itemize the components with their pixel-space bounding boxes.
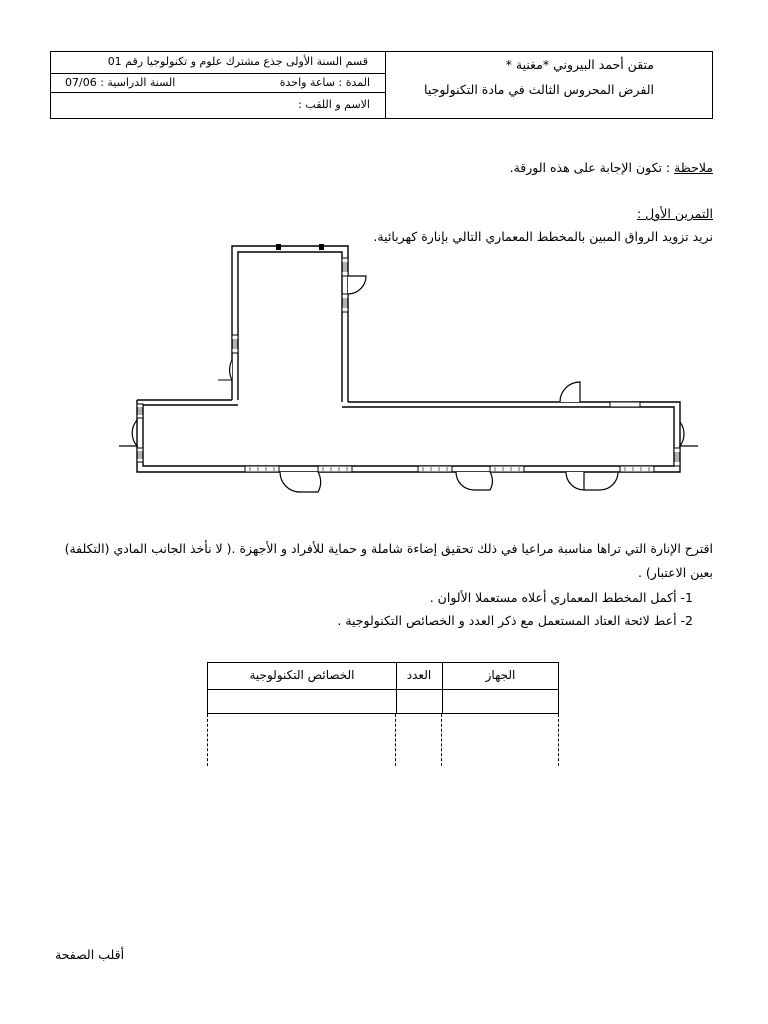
note-label: ملاحظة bbox=[674, 160, 713, 175]
note-line bbox=[510, 160, 713, 175]
column-mark bbox=[319, 244, 324, 250]
door bbox=[348, 276, 366, 294]
wall bbox=[232, 246, 348, 402]
door bbox=[560, 382, 580, 402]
instruction-item-1: 1- أكمل المخطط المعماري أعلاه مستعملا الألوان . bbox=[429, 590, 693, 605]
duration: المدة : ساعة واحدة bbox=[279, 76, 370, 89]
exercise-intro: نريد تزويد الرواق المبين بالمخطط المعماري التالي بإنارة كهربائية. bbox=[373, 229, 713, 244]
table-dashed-line bbox=[441, 714, 442, 766]
table-header-device: الجهاز bbox=[485, 668, 516, 682]
column-mark bbox=[276, 244, 281, 250]
header-divider bbox=[385, 52, 386, 118]
wall bbox=[143, 405, 674, 466]
header-rule bbox=[51, 73, 385, 74]
note-text: : تكون الإجابة على هذه الورقة. bbox=[509, 160, 671, 175]
door bbox=[680, 422, 698, 446]
instruction-item-2: 2- أعط لائحة العتاد المستعمل مع ذكر العدد و الخصائص التكنولوجية . bbox=[337, 613, 693, 628]
table-dashed-line bbox=[558, 714, 559, 766]
exercise-title: التمرين الأول : bbox=[636, 206, 713, 221]
exam-title: الفرض المحروس الثالث في مادة التكنولوجيا bbox=[424, 82, 654, 97]
table-header-count: العدد bbox=[406, 668, 432, 682]
instruction-para-line2: بعين الاعتبار) . bbox=[637, 565, 713, 580]
table-dashed-line bbox=[207, 714, 208, 766]
door bbox=[456, 472, 492, 490]
wall bbox=[137, 400, 680, 472]
door bbox=[119, 420, 137, 446]
school-name: متقن أحمد البيروني *مغنية * bbox=[505, 57, 654, 72]
wall bbox=[238, 252, 342, 402]
table-dashed-line bbox=[395, 714, 396, 766]
header-box bbox=[50, 51, 713, 119]
header-rule bbox=[51, 92, 385, 93]
floor-plan bbox=[0, 235, 768, 495]
table-header-specs: الخصائص التكنولوجية bbox=[249, 668, 355, 682]
window bbox=[610, 402, 640, 407]
school-year: السنة الدراسية : 07/06 bbox=[65, 76, 176, 89]
door bbox=[566, 472, 618, 490]
turn-page-note: أقلب الصفحة bbox=[55, 947, 125, 962]
name-field: الاسم و اللقب : bbox=[298, 98, 370, 111]
instruction-para-line1: اقترح الإنارة التي تراها مناسبة مراعيا في ذلك تحقيق إضاءة شاملة و حماية للأفراد و الأجهزة .( لا نأخذ الجانب المادي (التكلفة) bbox=[64, 541, 713, 556]
class-info: قسم السنة الأولى جذع مشترك علوم و تكنولوجيا رقم 01 bbox=[107, 55, 368, 68]
door bbox=[230, 360, 232, 380]
equipment-table bbox=[207, 662, 559, 714]
door bbox=[280, 472, 321, 492]
